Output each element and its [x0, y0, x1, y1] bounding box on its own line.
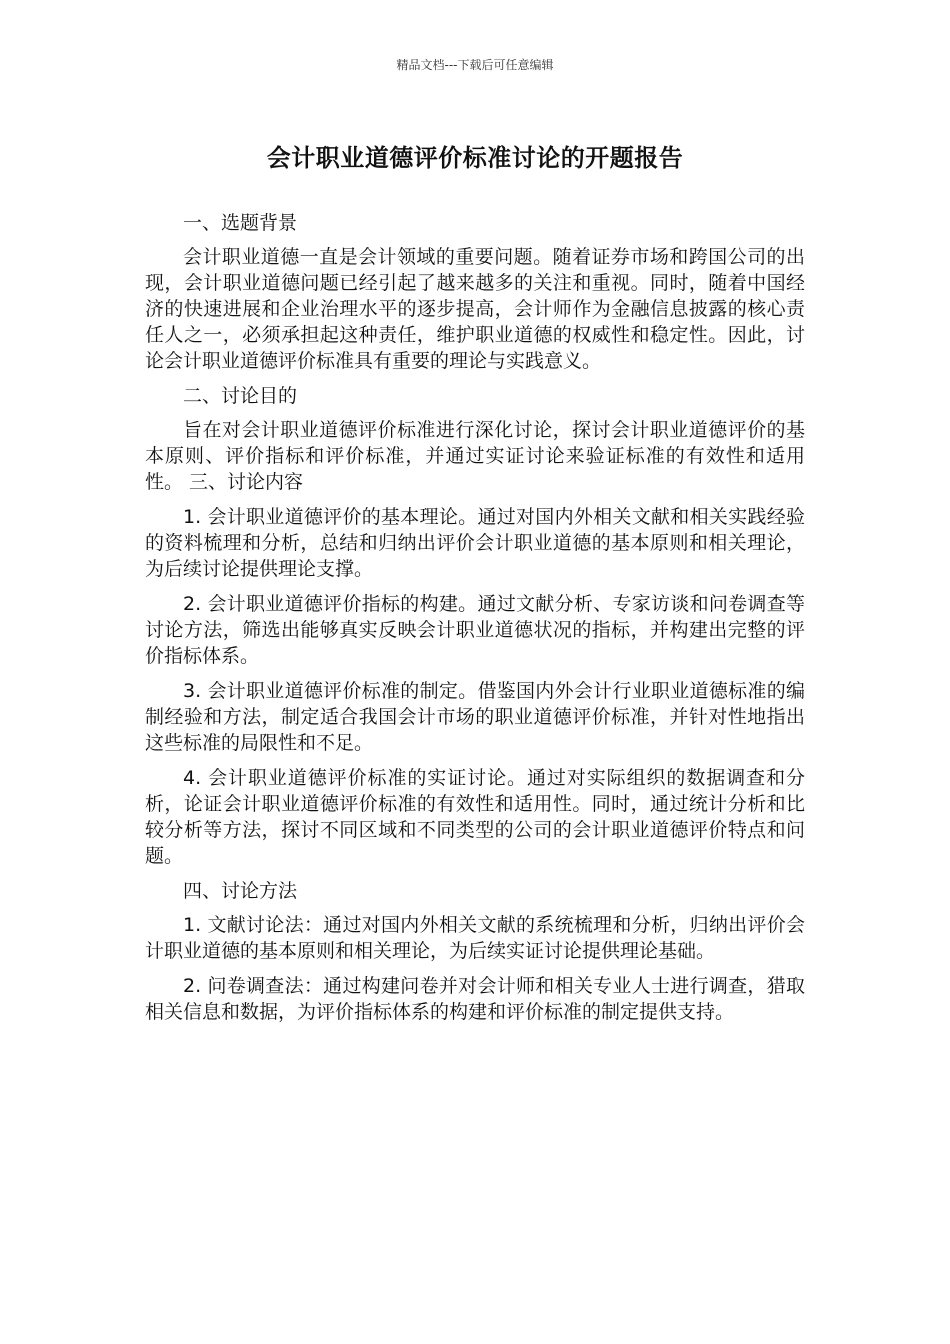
- paragraph-content-item-1: 1. 会计职业道德评价的基本理论。通过对国内外相关文献和相关实践经验的资料梳理和分析，总结和归纳出评价会计职业道德的基本原则和相关理论，为后续讨论提供理论支撑。: [145, 506, 805, 580]
- section-heading-purpose: 二、讨论目的: [183, 385, 298, 407]
- section-heading-background: 一、选题背景: [183, 212, 298, 234]
- paragraph-method-1: 1. 文献讨论法：通过对国内外相关文献的系统梳理和分析，归纳出评价会计职业道德的基本原则和相关理论，为后续实证讨论提供理论基础。: [145, 914, 805, 962]
- paragraph-method-2: 2. 问卷调查法：通过构建问卷并对会计师和相关专业人士进行调查，猎取相关信息和数据，为评价指标体系的构建和评价标准的制定提供支持。: [145, 975, 805, 1023]
- document-title: 会计职业道德评价标准讨论的开题报告: [266, 144, 684, 172]
- paragraph-purpose: 旨在对会计职业道德评价标准进行深化讨论，探讨会计职业道德评价的基本原则、评价指标和评价标准，并通过实证讨论来验证标准的有效性和适用性。 三、讨论内容: [145, 419, 805, 493]
- paragraph-content-item-3: 3. 会计职业道德评价标准的制定。借鉴国内外会计行业职业道德标准的编制经验和方法，制定适合我国会计市场的职业道德评价标准，并针对性地指出这些标准的局限性和不足。: [145, 680, 805, 754]
- paragraph-content-item-2: 2. 会计职业道德评价指标的构建。通过文献分析、专家访谈和问卷调查等讨论方法，筛选出能够真实反映会计职业道德状况的指标，并构建出完整的评价指标体系。: [145, 593, 805, 667]
- section-heading-methods: 四、讨论方法: [183, 880, 298, 902]
- document-body: [145, 210, 805, 1034]
- paragraph-background: 会计职业道德一直是会计领域的重要问题。随着证券市场和跨国公司的出现，会计职业道德问题已经引起了越来越多的关注和重视。同时，随着中国经济的快速进展和企业治理水平的逐步提高，会计师作为金融信息披露的核心责任人之一，必须承担起这种责任，维护职业道德的权威性和稳定性。因此，讨论会计职业道德评价标准具有重要的理论与实践意义。: [145, 246, 805, 372]
- paragraph-content-item-4: 4. 会计职业道德评价标准的实证讨论。通过对实际组织的数据调查和分析，论证会计职业道德评价标准的有效性和适用性。同时，通过统计分析和比较分析等方法，探讨不同区域和不同类型的公司的会计职业道德评价特点和问题。: [145, 767, 805, 867]
- header-watermark: 精品文档---下载后可任意编辑: [396, 58, 554, 72]
